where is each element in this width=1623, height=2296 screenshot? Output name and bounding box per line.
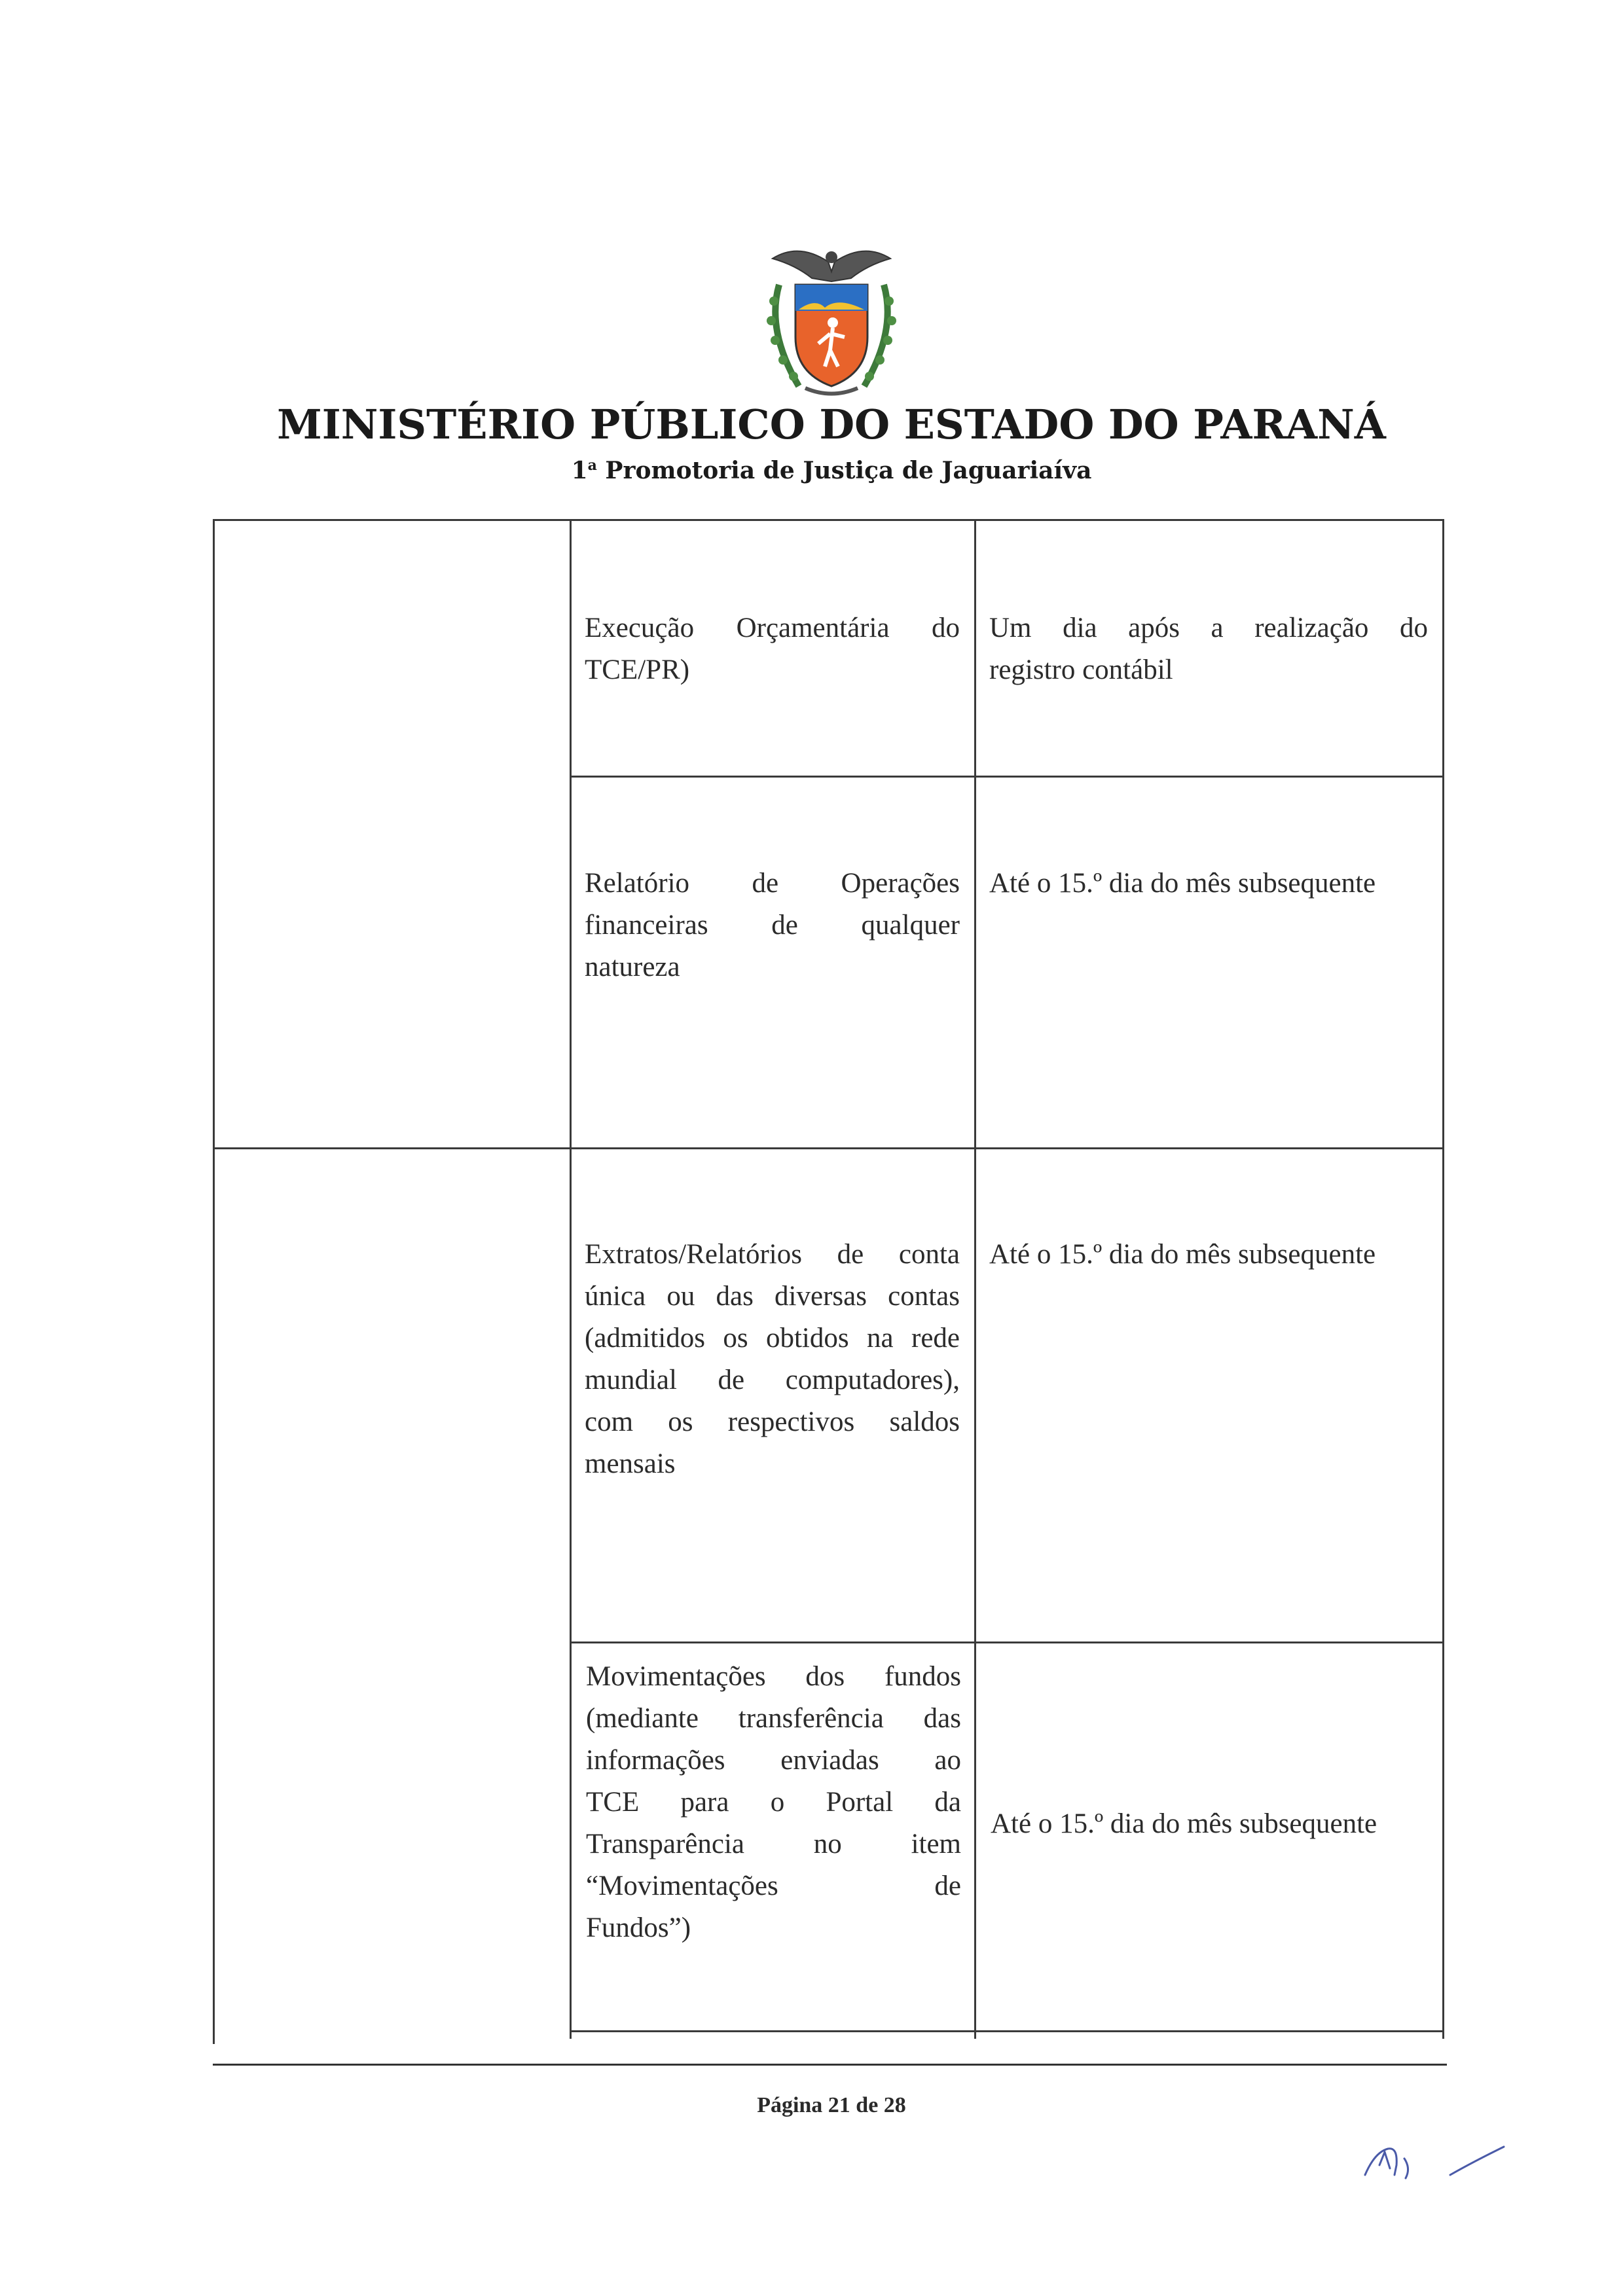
table-row-divider-1	[570, 776, 1444, 778]
table-row-3-description-line-4: mundial de computadores),	[585, 1365, 960, 1395]
page-number: Página 21 de 28	[757, 2093, 906, 2117]
table-row-2-description-line-3: natureza	[585, 952, 680, 982]
table-row-1-deadline-line-1: Um dia após a realização do	[989, 613, 1428, 643]
table-row-2-description-line-2: financeiras de qualquer	[585, 910, 960, 941]
table-row-4-description-line-2: (mediante transferência das	[586, 1703, 961, 1734]
table-row-3-description	[585, 1234, 960, 1485]
subtitle-number: 1	[571, 457, 588, 484]
table-row-divider-3	[570, 1641, 1444, 1643]
table-row-3-description-line-6: mensais	[585, 1448, 676, 1479]
table-row-1-deadline-line-2: registro contábil	[989, 655, 1173, 685]
table-row-3-deadline-line-1: Até o 15.º dia do mês subsequente	[989, 1239, 1376, 1270]
table-row-1-description	[585, 607, 960, 691]
table-row-4-description-line-1: Movimentações dos fundos	[586, 1661, 961, 1692]
subtitle-text: Promotoria de Justiça de Jaguariaíva	[596, 457, 1092, 484]
table-row-4-description	[586, 1656, 961, 1949]
coat-of-arms-icon	[759, 239, 903, 403]
table-row-4-description-line-7: Fundos”)	[586, 1912, 691, 1943]
organization-title: MINISTÉRIO PÚBLICO DO ESTADO DO PARANÁ	[277, 401, 1386, 448]
table-row-1-description-line-2: TCE/PR)	[585, 655, 690, 685]
organization-subtitle	[0, 457, 1623, 484]
table-row-1-description-line-1: Execução Orçamentária do	[585, 613, 960, 643]
table-column-divider-1	[570, 519, 572, 2039]
table-row-4-description-line-4: TCE para o Portal da	[586, 1787, 961, 1818]
table-row-3-description-line-5: com os respectivos saldos	[585, 1407, 960, 1437]
table-column-divider-2	[974, 519, 976, 2039]
table-row-3-description-line-1: Extratos/Relatórios de conta	[585, 1239, 960, 1270]
table-border-right	[1442, 519, 1444, 2039]
table-row-2-description-line-1: Relatório de Operações	[585, 868, 960, 899]
table-border-left	[213, 519, 215, 2044]
table-row-divider-2	[213, 1147, 1444, 1149]
table-border-bottom	[570, 2030, 1444, 2032]
table-row-3-deadline	[989, 1234, 1376, 1276]
handwritten-initials	[1359, 2139, 1509, 2185]
table-row-3-description-line-3: (admitidos os obtidos na rede	[585, 1323, 960, 1354]
table-row-1-deadline	[989, 607, 1428, 691]
table-row-4-deadline-line-1: Até o 15.º dia do mês subsequente	[991, 1808, 1377, 1839]
subtitle-ordinal: a	[587, 457, 597, 474]
table-row-2-description	[585, 863, 960, 988]
table-row-4-description-line-6: “Movimentações de	[586, 1871, 961, 1901]
table-row-2-deadline-line-1: Até o 15.º dia do mês subsequente	[989, 868, 1376, 899]
table-row-3-description-line-2: única ou das diversas contas	[585, 1281, 960, 1312]
table-row-4-description-line-3: informações enviadas ao	[586, 1745, 961, 1776]
table-row-2-deadline	[989, 863, 1376, 905]
footer-divider	[213, 2064, 1447, 2066]
table-border-top	[213, 519, 1444, 521]
table-row-4-description-line-5: Transparência no item	[586, 1829, 961, 1859]
table-row-4-deadline	[991, 1803, 1377, 1845]
